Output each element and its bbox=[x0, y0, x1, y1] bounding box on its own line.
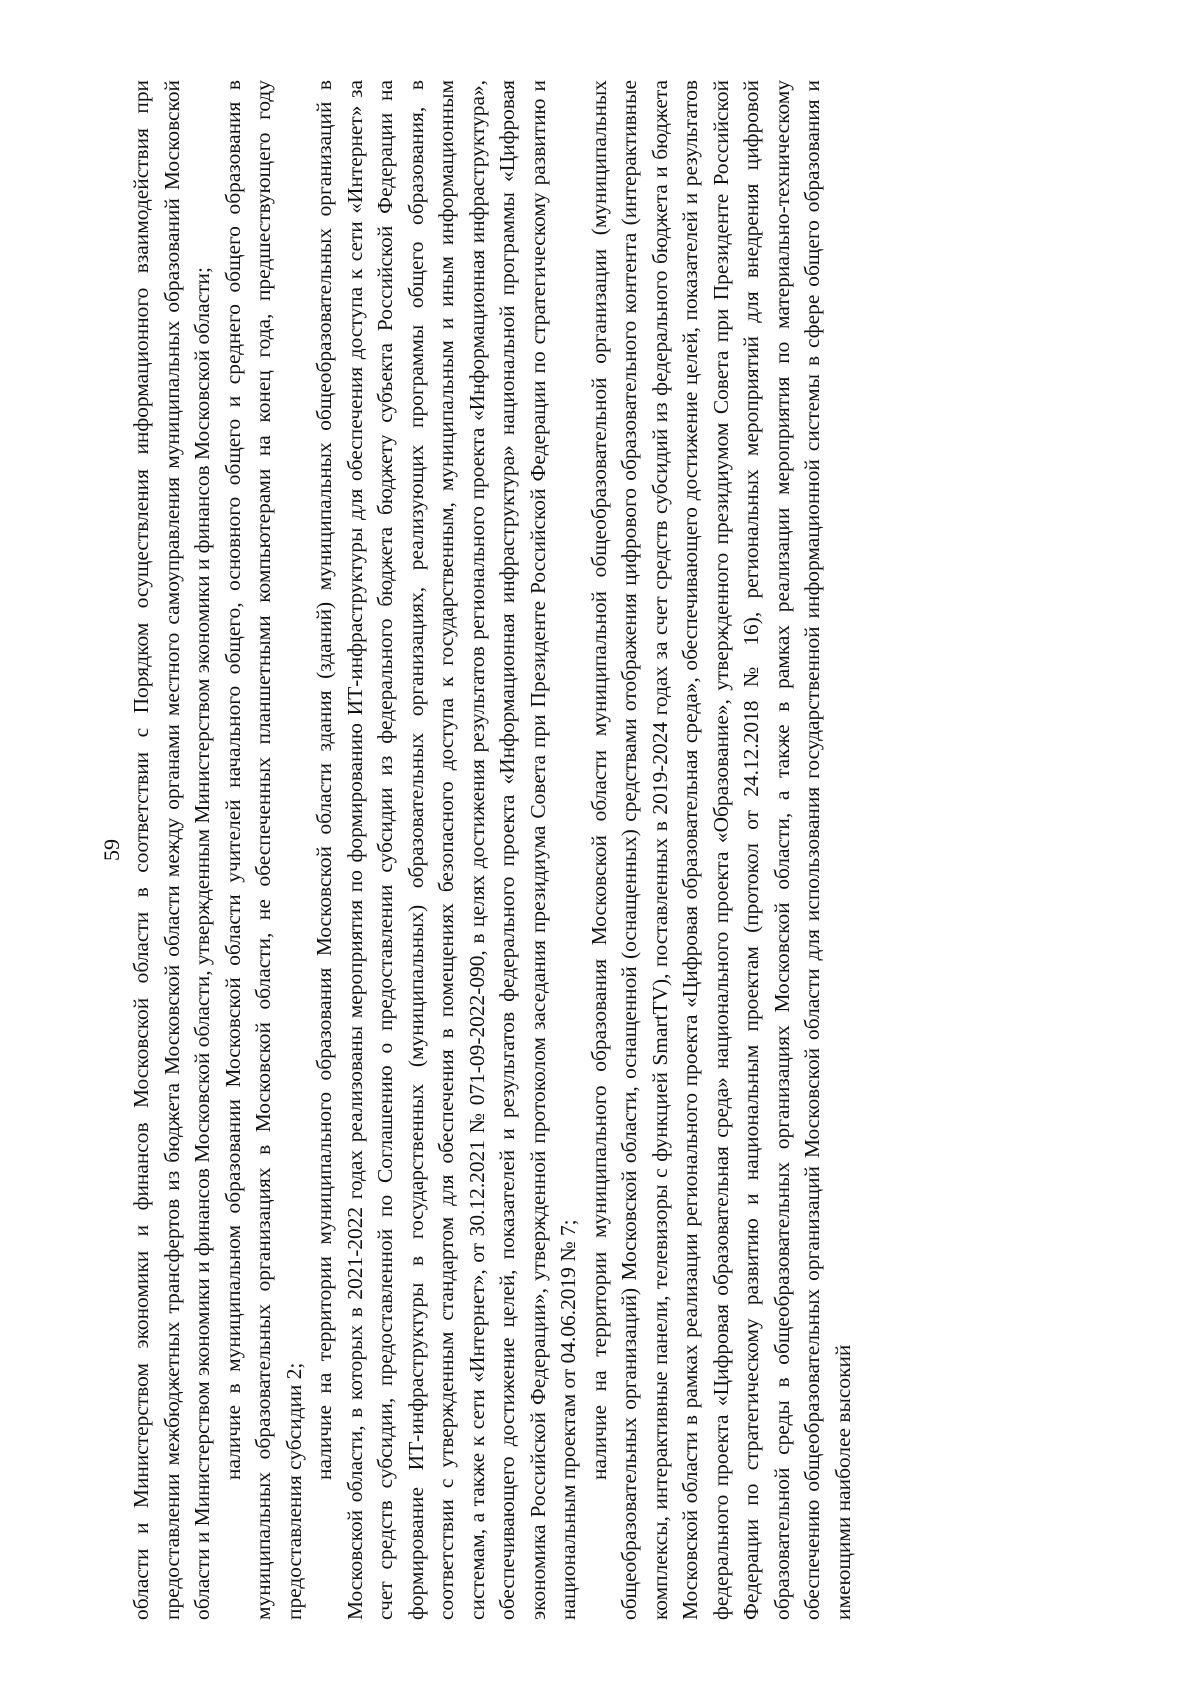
paragraph-3: наличие на территории муниципального образования Московской области здания (зданий) муниципальных общеобразовательных организаций в Московской области, в которых в 2021-2022 годах реализованы мероприятия по формированию ИТ-инфраструктуры для обеспечения доступа к сети «Интернет» за счет средств субсидии, предоставленной по Соглашению о предоставлении субсидии из федерального бюджета бюджету субъекта Российской Федерации на формирование ИТ-инфраструктуры в государственных (муниципальных) образовательных организациях, реализующих программы общего образования, в соответствии с утвержденным стандартом для обеспечения в помещениях безопасного доступа к государственным, муниципальным и иным информационным системам, а также к сети «Интернет», от 30.12.2021 № 071-09-2022-090, в целях достижения результатов регионального проекта «Информационная инфраструктура», обеспечивающего достижение целей, показателей и результатов федерального проекта «Информационная инфраструктура» национальной программы «Цифровая экономика Российской Федерации», утвержденной протоколом заседания президиума Совета при Президенте Российской Федерации по стратегическому развитию и национальным проектам от 04.06.2019 № 7; bbox=[312, 80, 580, 1620]
paragraph-4: наличие на территории муниципального образования Московской области муниципальной общеобразовательной организации (муниципальных общеобразовательных организаций) Московской области, оснащенной (оснащенных) средствами отображения цифрового образовательного контента (интерактивные комплексы, интерактивные панели, телевизоры с функцией SmartTV), поставленных в 2019-2024 годах за счет средств субсидий из федерального бюджета и бюджета Московской области в рамках реализации регионального проекта «Цифровая образовательная среда», обеспечивающего достижение целей, показателей и результатов федерального проекта «Цифровая образовательная среда» национального проекта «Образование», утвержденного президиумом Совета при Президенте Российской Федерации по стратегическому развитию и национальным проектам (протокол от 24.12.2018 № 16), региональных мероприятий для внедрения цифровой образовательной среды в общеобразовательных организациях Московской области, а также в рамках реализации мероприятия по материально-техническому обеспечению общеобразовательных организаций Московской области для использования государственной информационной системы в сфере общего образования и имеющими наиболее высокий bbox=[586, 80, 855, 1620]
paragraph-2: наличие в муниципальном образовании Московской области учителей начального общего, основного общего и среднего общего образования в муниципальных образовательных организациях в Московской области, не обеспеченных планшетными компьютерами на конец года, предшествующего году предоставления субсидии 2; bbox=[220, 80, 306, 1620]
page-number: 59 bbox=[99, 839, 124, 861]
rotated-content bbox=[100, 80, 1100, 1620]
paragraph-1: области и Министерством экономики и финансов Московской области в соответствии с Порядком осуществления информационного взаимодействия при предоставлении межбюджетных трансфертов из бюджета Московской области между органами местного самоуправления муниципальных образований Московской области и Министерством экономики и финансов Московской области, утвержденным Министерством экономики и финансов Московской области; bbox=[129, 80, 214, 1620]
body-text bbox=[126, 80, 858, 1620]
